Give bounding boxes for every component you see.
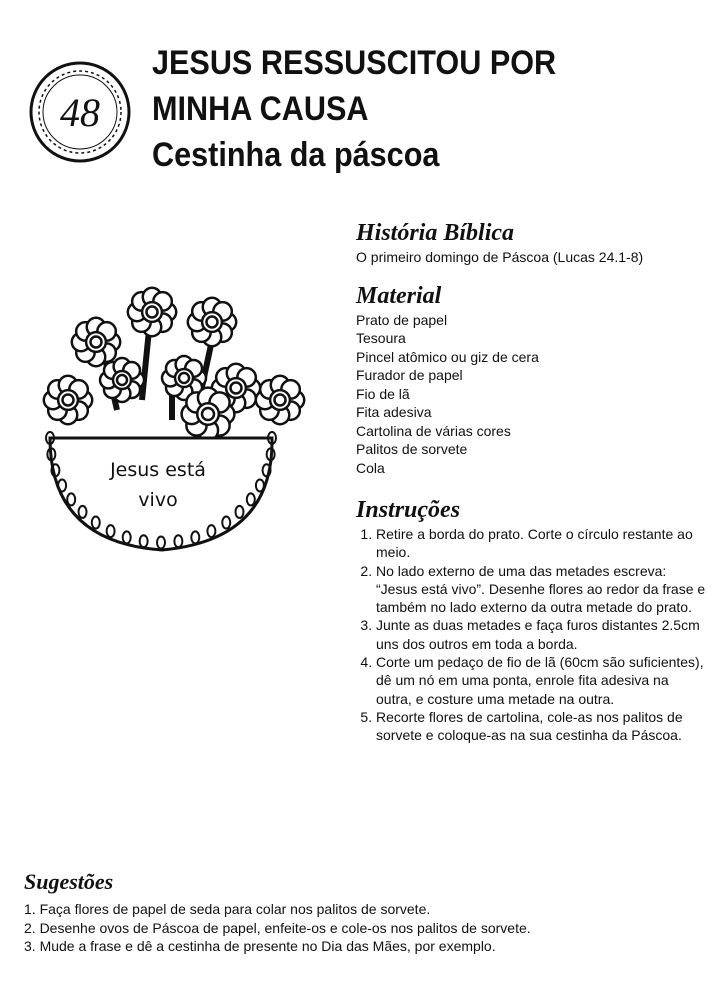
instruction-item: 4. Corte um pedaço de fio de lã (60cm são suficientes), dê um nó em uma ponta, enrole fita adesiva na outra, e costure uma metade na outra. bbox=[376, 653, 706, 708]
suggestion-item: 1. Faça flores de papel de seda para colar nos palitos de sorvete. bbox=[24, 901, 431, 917]
material-item: Cola bbox=[356, 459, 385, 476]
lesson-details bbox=[356, 218, 706, 745]
material-item: Fita adesiva bbox=[356, 404, 432, 420]
basket-text-line-1: Jesus está bbox=[110, 459, 206, 481]
sugestoes-list bbox=[24, 900, 704, 956]
title-line-3: Cestinha da páscoa bbox=[152, 136, 440, 174]
flower bbox=[128, 288, 176, 336]
material-list bbox=[356, 311, 706, 478]
lesson-number: 48 bbox=[60, 90, 100, 135]
title-line-2: MINHA CAUSA bbox=[152, 90, 369, 128]
flower bbox=[182, 388, 235, 441]
material-item: Cartolina de várias cores bbox=[356, 422, 511, 439]
instruction-item: 5. Recorte flores de cartolina, cole-as nos palitos de sorvete e coloque-as na sua cestinha da Páscoa. bbox=[376, 708, 706, 745]
lesson-number-badge bbox=[28, 60, 132, 164]
instruction-item: 3. Junte as duas metades e faça furos distantes 2.5cm uns dos outros em toda a borda. bbox=[376, 616, 706, 653]
basket bbox=[46, 432, 276, 550]
material-item: Prato de papel bbox=[356, 311, 448, 328]
instrucoes-heading: Instruções bbox=[356, 497, 461, 523]
sugestoes-section bbox=[24, 868, 704, 956]
page-title bbox=[152, 40, 601, 178]
flower bbox=[256, 376, 304, 424]
sugestoes-heading: Sugestões bbox=[24, 869, 114, 894]
instruction-item: 2. No lado externo de uma das metades escreva: “Jesus está vivo”. Desenhe flores ao redor da frase e também no lado externo da outra metade do prato. bbox=[376, 562, 706, 617]
basket-text-line-2: vivo bbox=[138, 489, 178, 511]
flower bbox=[44, 376, 92, 424]
historia-text: O primeiro domingo de Páscoa (Lucas 24.1-8) bbox=[356, 249, 644, 265]
historia-heading: História Bíblica bbox=[356, 220, 515, 246]
flower bbox=[188, 298, 236, 346]
title-line-1: JESUS RESSUSCITOU POR bbox=[152, 44, 557, 82]
material-item: Furador de papel bbox=[356, 367, 463, 383]
instruction-item: 1. Retire a borda do prato. Corte o círculo restante ao meio. bbox=[376, 525, 706, 562]
flower bbox=[72, 318, 120, 366]
suggestion-item: 2. Desenhe ovos de Páscoa de papel, enfeite-os e cole-os nos palitos de sorvete. bbox=[24, 919, 531, 936]
material-item: Pincel atômico ou giz de cera bbox=[356, 348, 539, 365]
instrucoes-list bbox=[356, 525, 706, 745]
material-heading: Material bbox=[356, 282, 442, 309]
easter-basket-illustration bbox=[22, 270, 322, 580]
material-item: Tesoura bbox=[356, 330, 406, 346]
flower bbox=[100, 358, 144, 402]
material-item: Fio de lã bbox=[356, 385, 410, 402]
suggestion-item: 3. Mude a frase e dê a cestinha de presente no Dia das Mães, por exemplo. bbox=[24, 938, 496, 954]
material-item: Palitos de sorvete bbox=[356, 441, 468, 457]
